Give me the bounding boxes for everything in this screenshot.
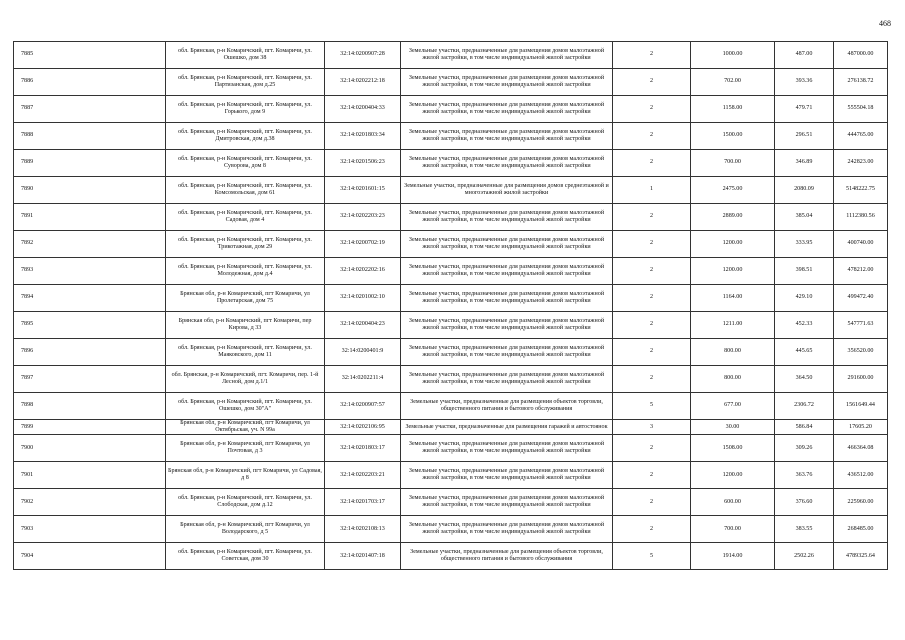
specific-value-cell: 586.84 <box>775 420 834 435</box>
cadastral-number-cell: 32:14:0201803:34 <box>325 123 401 150</box>
row-number-cell: 7903 <box>14 516 166 543</box>
group-cell: 2 <box>613 489 691 516</box>
address-cell: Брянская обл, р-н Комаричский, пгт Комаричи, ул Пролетарская, дом 75 <box>166 285 325 312</box>
area-cell: 2889.00 <box>691 204 775 231</box>
cadastral-value-cell: 436512.00 <box>834 462 888 489</box>
land-use-cell: Земельные участки, предназначенные для размещения домов малоэтажной жилой застройки, в том числе индивидуальной жилой застройки <box>401 96 613 123</box>
row-number-cell: 7892 <box>14 231 166 258</box>
row-number-cell: 7893 <box>14 258 166 285</box>
area-cell: 600.00 <box>691 489 775 516</box>
land-use-cell: Земельные участки, предназначенные для размещения домов малоэтажной жилой застройки, в том числе индивидуальной жилой застройки <box>401 462 613 489</box>
specific-value-cell: 2080.09 <box>775 177 834 204</box>
group-cell: 5 <box>613 393 691 420</box>
cadastral-number-cell: 32:14:0201703:17 <box>325 489 401 516</box>
cadastral-value-cell: 478212.00 <box>834 258 888 285</box>
address-cell: Брянская обл, р-н Комаричский, пгт Комаричи, ул Володарского, д 5 <box>166 516 325 543</box>
cadastral-number-cell: 32:14:0202203:21 <box>325 462 401 489</box>
table-row <box>14 96 888 123</box>
cadastral-value-cell: 268485.00 <box>834 516 888 543</box>
specific-value-cell: 2502.26 <box>775 543 834 570</box>
land-use-cell: Земельные участки, предназначенные для размещения домов малоэтажной жилой застройки, в том числе индивидуальной жилой застройки <box>401 312 613 339</box>
table-row <box>14 462 888 489</box>
cadastral-value-cell: 225960.00 <box>834 489 888 516</box>
cadastral-number-cell: 32:14:0202212:18 <box>325 69 401 96</box>
specific-value-cell: 383.55 <box>775 516 834 543</box>
table-row <box>14 69 888 96</box>
land-use-cell: Земельные участки, предназначенные для размещения домов малоэтажной жилой застройки, в том числе индивидуальной жилой застройки <box>401 123 613 150</box>
address-cell: обл. Брянская, р-н Комаричский, пгт. Комаричи, ул. Партизанская, дом д.25 <box>166 69 325 96</box>
group-cell: 2 <box>613 516 691 543</box>
area-cell: 1000.00 <box>691 42 775 69</box>
address-cell: Брянская обл, р-н Комаричский, пгт Комаричи, ул Октябрьская, уч. N 99а <box>166 420 325 435</box>
group-cell: 2 <box>613 69 691 96</box>
group-cell: 3 <box>613 420 691 435</box>
specific-value-cell: 346.89 <box>775 150 834 177</box>
land-use-cell: Земельные участки, предназначенные для размещения домов малоэтажной жилой застройки, в том числе индивидуальной жилой застройки <box>401 489 613 516</box>
table-row <box>14 435 888 462</box>
specific-value-cell: 429.10 <box>775 285 834 312</box>
table-row <box>14 393 888 420</box>
area-cell: 1158.00 <box>691 96 775 123</box>
cadastral-number-cell: 32:14:0201601:15 <box>325 177 401 204</box>
land-use-cell: Земельные участки, предназначенные для размещения домов малоэтажной жилой застройки, в том числе индивидуальной жилой застройки <box>401 204 613 231</box>
address-cell: Брянская обл, р-н Комаричский, пгт Комаричи, ул Почтовая, д 3 <box>166 435 325 462</box>
specific-value-cell: 445.65 <box>775 339 834 366</box>
address-cell: Брянская обл, р-н Комаричский, пгт Комаричи, пер Кирова, д 33 <box>166 312 325 339</box>
area-cell: 800.00 <box>691 339 775 366</box>
cadastral-number-cell: 32:14:0200404:23 <box>325 312 401 339</box>
address-cell: обл. Брянская, р-н Комаричский, пгт. Комаричи, ул. Комсомольская, дом 61 <box>166 177 325 204</box>
land-use-cell: Земельные участки, предназначенные для размещения домов малоэтажной жилой застройки, в том числе индивидуальной жилой застройки <box>401 516 613 543</box>
table-row <box>14 420 888 435</box>
cadastral-number-cell: 32:14:0200907:28 <box>325 42 401 69</box>
table-row <box>14 489 888 516</box>
row-number-cell: 7896 <box>14 339 166 366</box>
specific-value-cell: 398.51 <box>775 258 834 285</box>
group-cell: 2 <box>613 123 691 150</box>
cadastral-number-cell: 32:14:0201803:17 <box>325 435 401 462</box>
group-cell: 2 <box>613 258 691 285</box>
land-use-cell: Земельные участки, предназначенные для размещения домов малоэтажной жилой застройки, в том числе индивидуальной жилой застройки <box>401 366 613 393</box>
land-use-cell: Земельные участки, предназначенные для размещения домов малоэтажной жилой застройки, в том числе индивидуальной жилой застройки <box>401 69 613 96</box>
group-cell: 2 <box>613 462 691 489</box>
row-number-cell: 7886 <box>14 69 166 96</box>
row-number-cell: 7901 <box>14 462 166 489</box>
row-number-cell: 7890 <box>14 177 166 204</box>
cadastral-value-table <box>13 41 888 570</box>
cadastral-number-cell: 32:14:0201002:10 <box>325 285 401 312</box>
row-number-cell: 7904 <box>14 543 166 570</box>
specific-value-cell: 452.33 <box>775 312 834 339</box>
area-cell: 1508.00 <box>691 435 775 462</box>
specific-value-cell: 393.36 <box>775 69 834 96</box>
cadastral-number-cell: 32:14:0202108:13 <box>325 516 401 543</box>
specific-value-cell: 487.00 <box>775 42 834 69</box>
address-cell: обл. Брянская, р-н Комаричский, пгт. Комаричи, ул. Садовая, дом 4 <box>166 204 325 231</box>
row-number-cell: 7888 <box>14 123 166 150</box>
cadastral-value-cell: 487000.00 <box>834 42 888 69</box>
group-cell: 2 <box>613 150 691 177</box>
land-use-cell: Земельные участки, предназначенные для размещения домов малоэтажной жилой застройки, в том числе индивидуальной жилой застройки <box>401 285 613 312</box>
table-row <box>14 123 888 150</box>
row-number-cell: 7900 <box>14 435 166 462</box>
area-cell: 1200.00 <box>691 462 775 489</box>
row-number-cell: 7891 <box>14 204 166 231</box>
row-number-cell: 7902 <box>14 489 166 516</box>
row-number-cell: 7885 <box>14 42 166 69</box>
specific-value-cell: 296.51 <box>775 123 834 150</box>
land-use-cell: Земельные участки, предназначенные для размещения домов среднеэтажной и многоэтажной жилой застройки <box>401 177 613 204</box>
land-use-cell: Земельные участки, предназначенные для размещения домов малоэтажной жилой застройки, в том числе индивидуальной жилой застройки <box>401 150 613 177</box>
row-number-cell: 7887 <box>14 96 166 123</box>
group-cell: 2 <box>613 312 691 339</box>
cadastral-value-cell: 291600.00 <box>834 366 888 393</box>
specific-value-cell: 309.26 <box>775 435 834 462</box>
land-use-cell: Земельные участки, предназначенные для размещения домов малоэтажной жилой застройки, в том числе индивидуальной жилой застройки <box>401 42 613 69</box>
land-use-cell: Земельные участки, предназначенные для размещения объектов торговли, общественного питания и бытового обслуживания <box>401 543 613 570</box>
cadastral-value-cell: 4789325.64 <box>834 543 888 570</box>
address-cell: обл. Брянская, р-н Комаричский, пгт. Комаричи, ул. Дмитровская, дом д.38 <box>166 123 325 150</box>
cadastral-value-cell: 1112380.56 <box>834 204 888 231</box>
row-number-cell: 7899 <box>14 420 166 435</box>
row-number-cell: 7897 <box>14 366 166 393</box>
specific-value-cell: 2306.72 <box>775 393 834 420</box>
table-row <box>14 339 888 366</box>
area-cell: 700.00 <box>691 150 775 177</box>
address-cell: обл. Брянская, р-н Комаричский, пгт. Комаричи, ул. Ошешко, дом 38 <box>166 42 325 69</box>
cadastral-number-cell: 32:14:0202202:16 <box>325 258 401 285</box>
cadastral-value-cell: 555504.18 <box>834 96 888 123</box>
row-number-cell: 7895 <box>14 312 166 339</box>
table-row <box>14 204 888 231</box>
area-cell: 1211.00 <box>691 312 775 339</box>
table-row <box>14 285 888 312</box>
table-row <box>14 312 888 339</box>
table-row <box>14 177 888 204</box>
cadastral-number-cell: 32:14:0200702:19 <box>325 231 401 258</box>
area-cell: 1914.00 <box>691 543 775 570</box>
group-cell: 1 <box>613 177 691 204</box>
table-body <box>14 42 888 570</box>
cadastral-number-cell: 32:14:0202106:95 <box>325 420 401 435</box>
area-cell: 1200.00 <box>691 231 775 258</box>
cadastral-value-cell: 466364.08 <box>834 435 888 462</box>
table-row <box>14 42 888 69</box>
specific-value-cell: 385.04 <box>775 204 834 231</box>
cadastral-number-cell: 32:14:0202203:23 <box>325 204 401 231</box>
area-cell: 702.00 <box>691 69 775 96</box>
group-cell: 2 <box>613 231 691 258</box>
address-cell: Брянская обл, р-н Комаричский, пгт Комаричи, ул Садовая, д 8 <box>166 462 325 489</box>
group-cell: 2 <box>613 204 691 231</box>
row-number-cell: 7894 <box>14 285 166 312</box>
table-row <box>14 366 888 393</box>
specific-value-cell: 364.50 <box>775 366 834 393</box>
address-cell: обл. Брянская, р-н Комаричский, пгт. Комаричи, ул. Ошешко, дом 30"А" <box>166 393 325 420</box>
group-cell: 2 <box>613 42 691 69</box>
cadastral-number-cell: 32:14:0201506:23 <box>325 150 401 177</box>
address-cell: обл. Брянская, р-н Комаричский, пгт. Комаричи, пер. 1-й Лесной, дом д.1/1 <box>166 366 325 393</box>
page-number: 468 <box>879 19 891 28</box>
specific-value-cell: 363.76 <box>775 462 834 489</box>
land-use-cell: Земельные участки, предназначенные для размещения домов малоэтажной жилой застройки, в том числе индивидуальной жилой застройки <box>401 231 613 258</box>
cadastral-value-cell: 276138.72 <box>834 69 888 96</box>
land-use-cell: Земельные участки, предназначенные для размещения объектов торговли, общественного питания и бытового обслуживания <box>401 393 613 420</box>
group-cell: 5 <box>613 543 691 570</box>
land-use-cell: Земельные участки, предназначенные для размещения гаражей и автостоянок <box>401 420 613 435</box>
cadastral-number-cell: 32:14:0202211:4 <box>325 366 401 393</box>
area-cell: 700.00 <box>691 516 775 543</box>
table-row <box>14 258 888 285</box>
group-cell: 2 <box>613 96 691 123</box>
address-cell: обл. Брянская, р-н Комаричский, пгт. Комаричи, ул. Суворова, дом 8 <box>166 150 325 177</box>
specific-value-cell: 376.60 <box>775 489 834 516</box>
specific-value-cell: 333.95 <box>775 231 834 258</box>
specific-value-cell: 479.71 <box>775 96 834 123</box>
cadastral-value-cell: 17605.20 <box>834 420 888 435</box>
group-cell: 2 <box>613 339 691 366</box>
cadastral-value-cell: 444765.00 <box>834 123 888 150</box>
land-use-cell: Земельные участки, предназначенные для размещения домов малоэтажной жилой застройки, в том числе индивидуальной жилой застройки <box>401 339 613 366</box>
area-cell: 677.00 <box>691 393 775 420</box>
address-cell: обл. Брянская, р-н Комаричский, пгт. Комаричи, ул. Трикотажная, дом 29 <box>166 231 325 258</box>
cadastral-number-cell: 32:14:0200401:9 <box>325 339 401 366</box>
area-cell: 2475.00 <box>691 177 775 204</box>
land-use-cell: Земельные участки, предназначенные для размещения домов малоэтажной жилой застройки, в том числе индивидуальной жилой застройки <box>401 258 613 285</box>
address-cell: обл. Брянская, р-н Комаричский, пгт. Комаричи, ул. Советская, дом 30 <box>166 543 325 570</box>
area-cell: 30.00 <box>691 420 775 435</box>
table-row <box>14 150 888 177</box>
address-cell: обл. Брянская, р-н Комаричский, пгт. Комаричи, ул. Горького, дом 9 <box>166 96 325 123</box>
cadastral-number-cell: 32:14:0201407:18 <box>325 543 401 570</box>
cadastral-value-cell: 499472.40 <box>834 285 888 312</box>
group-cell: 2 <box>613 366 691 393</box>
cadastral-number-cell: 32:14:0200907:57 <box>325 393 401 420</box>
area-cell: 1200.00 <box>691 258 775 285</box>
cadastral-value-cell: 5148222.75 <box>834 177 888 204</box>
cadastral-value-cell: 356520.00 <box>834 339 888 366</box>
cadastral-number-cell: 32:14:0200404:33 <box>325 96 401 123</box>
area-cell: 1164.00 <box>691 285 775 312</box>
address-cell: обл. Брянская, р-н Комаричский, пгт. Комаричи, ул. Маяковского, дом 11 <box>166 339 325 366</box>
cadastral-value-cell: 1561649.44 <box>834 393 888 420</box>
area-cell: 800.00 <box>691 366 775 393</box>
address-cell: обл. Брянская, р-н Комаричский, пгт. Комаричи, ул. Слободская, дом д.12 <box>166 489 325 516</box>
land-use-cell: Земельные участки, предназначенные для размещения домов малоэтажной жилой застройки, в том числе индивидуальной жилой застройки <box>401 435 613 462</box>
area-cell: 1500.00 <box>691 123 775 150</box>
group-cell: 2 <box>613 285 691 312</box>
table-row <box>14 231 888 258</box>
address-cell: обл. Брянская, р-н Комаричский, пгт. Комаричи, ул. Молодежная, дом д.4 <box>166 258 325 285</box>
row-number-cell: 7898 <box>14 393 166 420</box>
cadastral-value-cell: 400740.00 <box>834 231 888 258</box>
cadastral-value-cell: 547771.63 <box>834 312 888 339</box>
group-cell: 2 <box>613 435 691 462</box>
table-row <box>14 516 888 543</box>
cadastral-value-cell: 242823.00 <box>834 150 888 177</box>
row-number-cell: 7889 <box>14 150 166 177</box>
table-row <box>14 543 888 570</box>
